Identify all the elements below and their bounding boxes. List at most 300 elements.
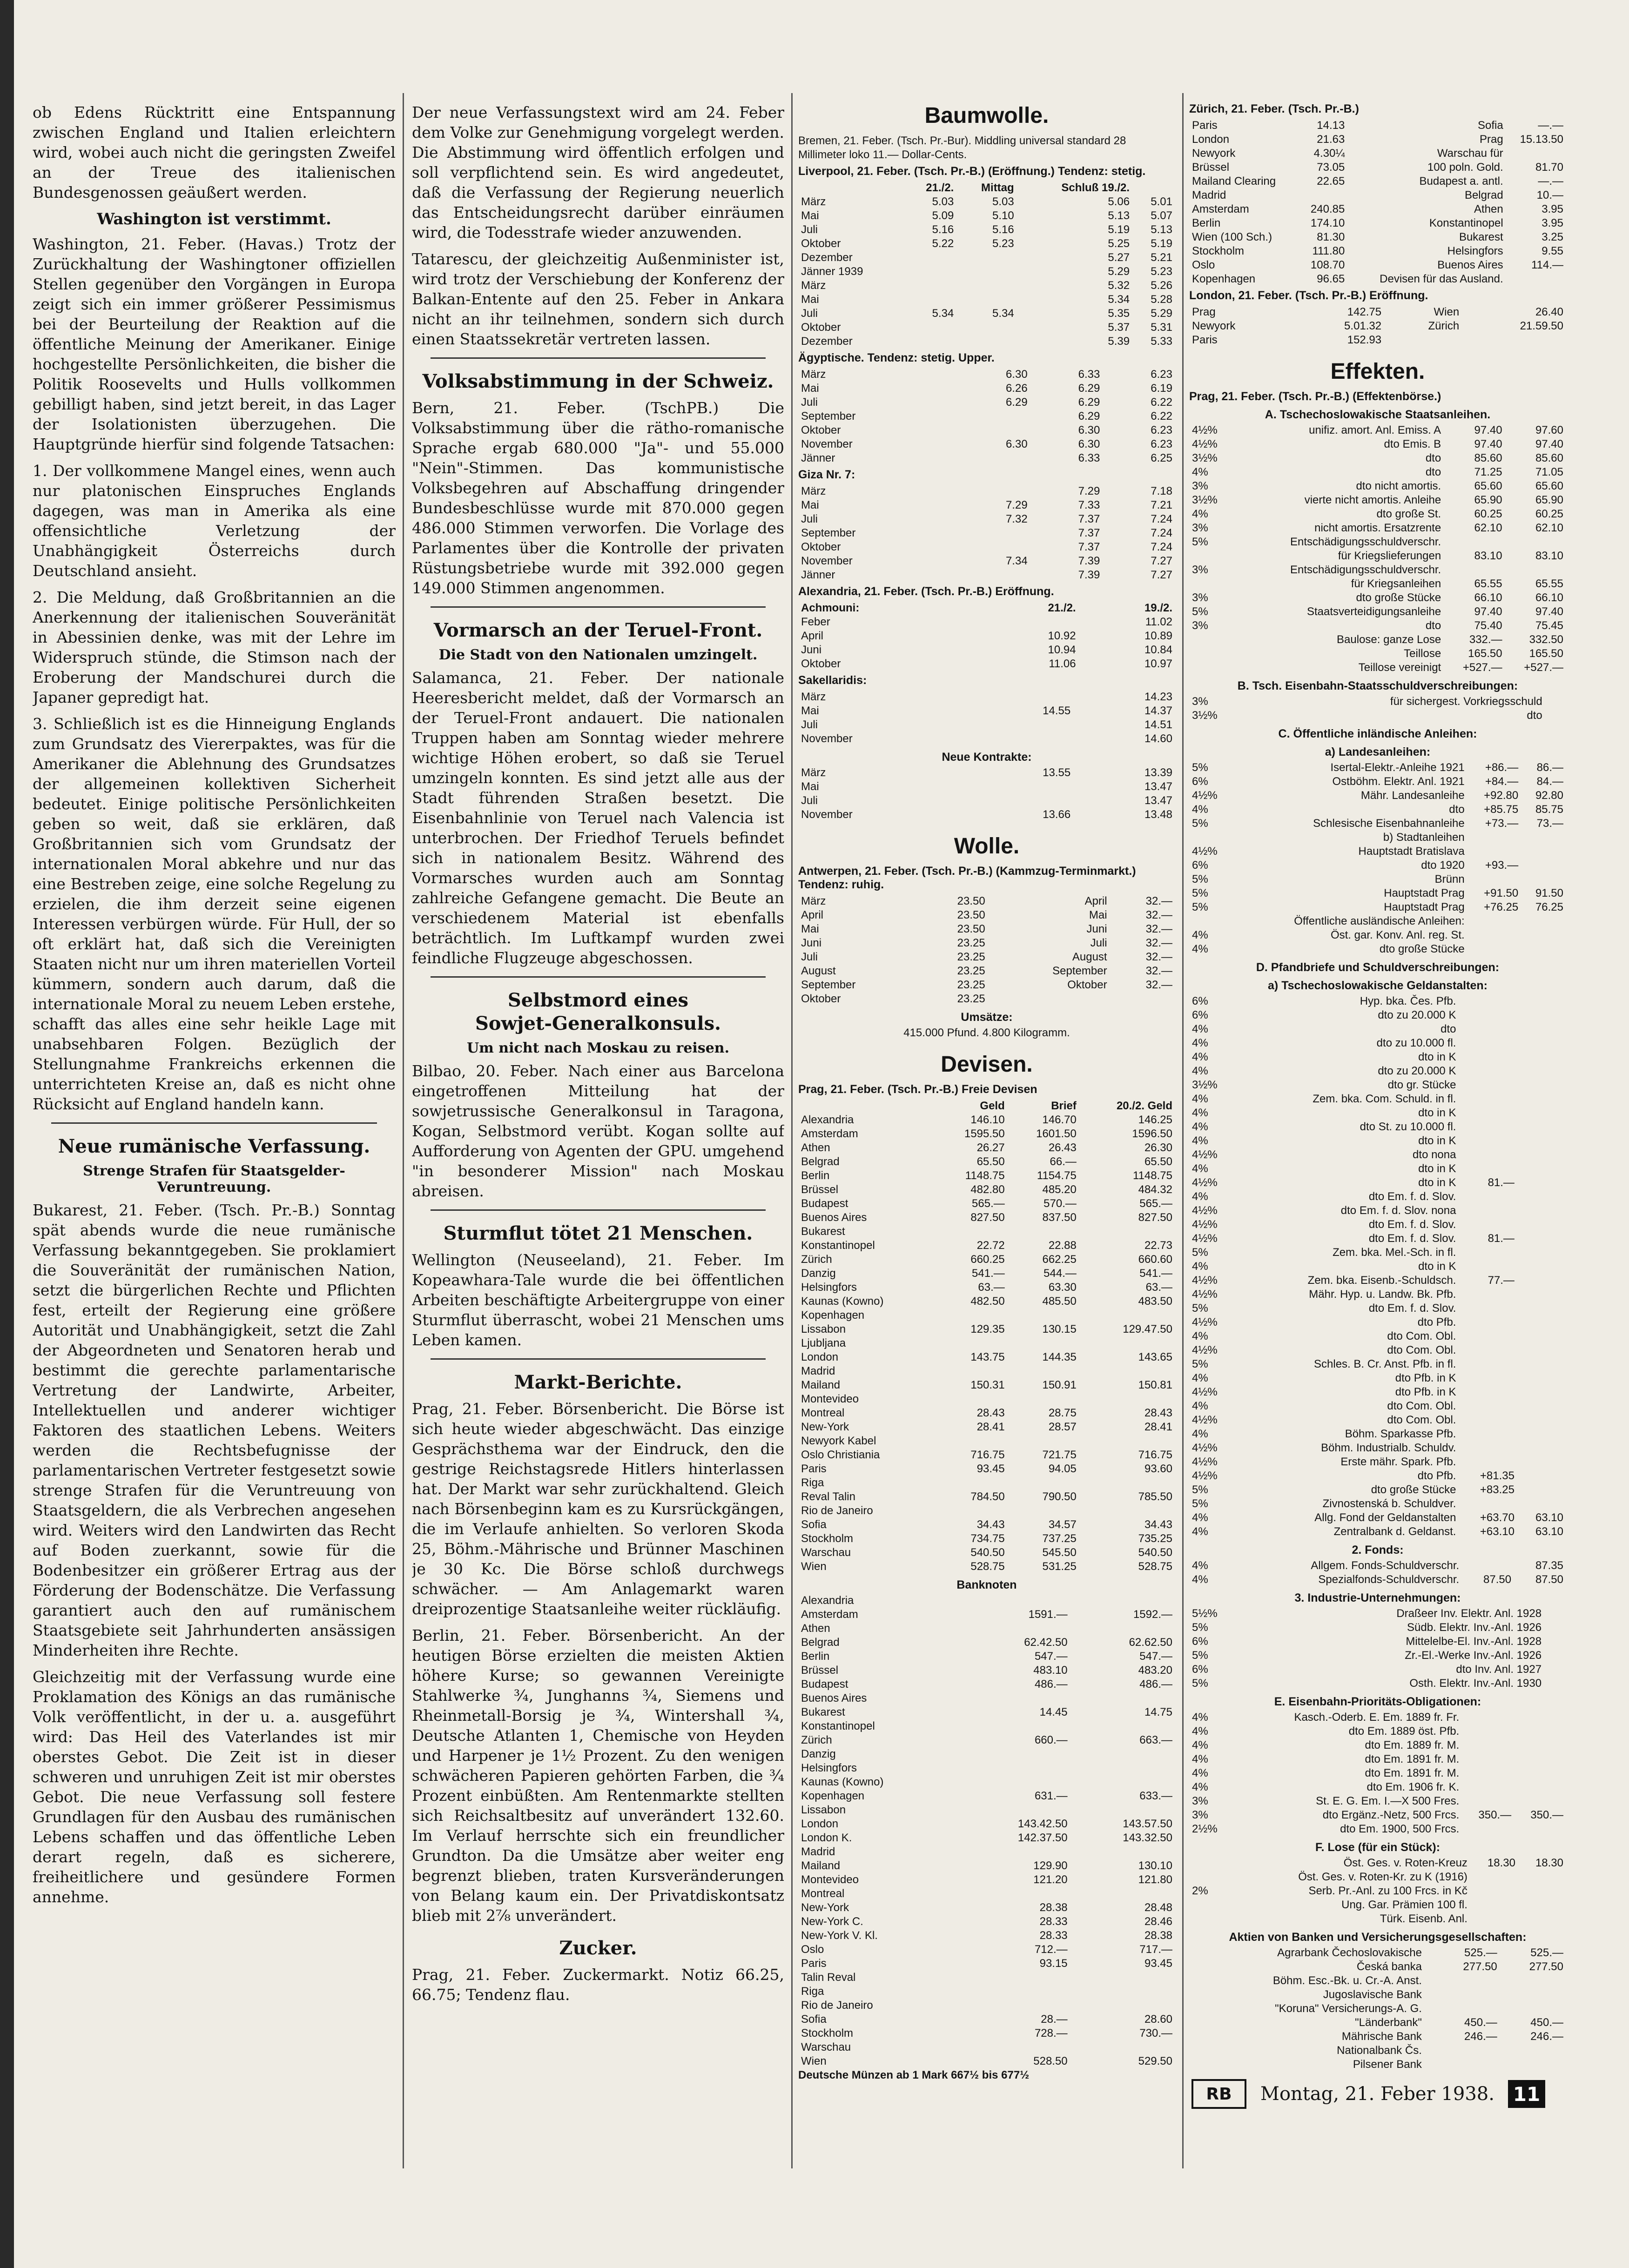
table-cell: 9.55 bbox=[1541, 245, 1563, 257]
table-row bbox=[798, 1295, 1175, 1308]
table-cell bbox=[1079, 1476, 1175, 1490]
table-cell bbox=[1462, 1738, 1514, 1752]
table-cell: 6.23 bbox=[1151, 424, 1172, 436]
table-cell: Madrid bbox=[801, 1365, 835, 1377]
table-cell: St. E. G. Em. I.—X 500 Fres. bbox=[1316, 1795, 1460, 1807]
table-cell: dto nicht amortis. bbox=[1356, 480, 1441, 492]
table-cell: 22.73 bbox=[1144, 1239, 1172, 1252]
table-cell: 13.39 bbox=[1144, 766, 1172, 779]
table-cell: dto in K bbox=[1418, 1260, 1456, 1273]
table-cell: Prag bbox=[1479, 133, 1503, 146]
table-cell bbox=[1462, 1724, 1514, 1738]
table-cell: 4% bbox=[1192, 803, 1208, 816]
table-cell bbox=[1189, 633, 1232, 647]
market-note: Bremen, 21. Feber. (Tsch. Pr.-Bur). Middling universal standard 28 Millimeter loko 11.— Dollar-Cents. bbox=[798, 134, 1126, 161]
table-cell bbox=[1008, 1476, 1079, 1490]
table-cell: 6% bbox=[1192, 775, 1208, 788]
table-cell: 540.50 bbox=[970, 1546, 1005, 1559]
table-cell bbox=[1517, 1427, 1566, 1441]
table-cell: 87.50 bbox=[1483, 1573, 1512, 1586]
table-cell bbox=[1462, 333, 1566, 347]
table-cell bbox=[1070, 2040, 1175, 2054]
table-cell: 5.16 bbox=[932, 223, 954, 236]
table-cell bbox=[1299, 188, 1348, 202]
alexandria-table bbox=[798, 601, 1175, 671]
table-row bbox=[798, 950, 1175, 964]
article-paragraph: Wellington (Neuseeland), 21. Feber. Im Kopeawhara-Tale wurde die bei öffentlichen Arbeiten beschäftigte Arbeitergruppe von einer Sturmflut überrascht, wobei 21 Menschen ums Leben kamen. bbox=[412, 1251, 784, 1349]
article-paragraph: Prag, 21. Feber. Börsenbericht. Die Börse ist sich heute wieder abgeschwächt. Das einzige Gesprächsthema war der Eindruck, den die gestrige Reichstagsrede Hitlers hinterlassen hat. Der Markt war sehr zurückhaltend. Gleich nach Börsenbeginn kam es zu Kursrückgängen, die im Verlaufe anhielten. So verloren Skoda 25, Böhm.-Mährische und Brünner Maschinen je 30 Kc. Die Börse schloß durchwegs schwächer. — Am Anlagemarkt waren dreiprozentige Staatsanleihe weiter rückläufig. bbox=[412, 1400, 784, 1618]
table-row bbox=[798, 1560, 1175, 1574]
table-cell: 660.60 bbox=[1138, 1253, 1172, 1266]
table-cell: Oktober bbox=[801, 424, 841, 436]
table-cell bbox=[1517, 1050, 1566, 1064]
table-cell: 7.33 bbox=[1078, 499, 1100, 511]
table-header: Geld bbox=[980, 1100, 1005, 1112]
table-cell: Reval Talin bbox=[801, 1490, 855, 1503]
table-cell: 23.50 bbox=[957, 895, 985, 907]
table-cell bbox=[1470, 1884, 1518, 1898]
table-cell bbox=[1070, 1775, 1175, 1789]
table-cell bbox=[1459, 1357, 1517, 1371]
table-cell bbox=[956, 335, 1016, 349]
effekten-table bbox=[1189, 423, 1566, 675]
table-cell: Juni bbox=[801, 937, 822, 949]
table-cell bbox=[1008, 1364, 1079, 1378]
table-cell bbox=[1189, 577, 1232, 591]
table-cell bbox=[982, 615, 1078, 629]
table-cell: 28.48 bbox=[1144, 1901, 1172, 1914]
headline: Neue rumänische Verfassung. bbox=[58, 1135, 370, 1157]
table-cell: 130.15 bbox=[1042, 1323, 1077, 1335]
table-cell bbox=[1008, 1392, 1079, 1406]
table-cell: 14.13 bbox=[1317, 119, 1345, 132]
table-cell: Zr.-El.-Werke Inv.-Anl. 1926 bbox=[1405, 1649, 1542, 1662]
table-cell: August bbox=[801, 965, 836, 977]
table-cell: Zivnostenská b. Schuldver. bbox=[1322, 1497, 1456, 1510]
table-cell bbox=[972, 718, 1074, 732]
table-header-row bbox=[798, 181, 1175, 195]
table-cell: London bbox=[1192, 133, 1230, 146]
table-cell: +81.35 bbox=[1480, 1470, 1515, 1482]
table-cell: 114.— bbox=[1531, 259, 1563, 271]
table-cell bbox=[1079, 1434, 1175, 1448]
table-cell: 6.30 bbox=[1005, 438, 1028, 450]
table-cell bbox=[958, 540, 1030, 554]
table-cell bbox=[1517, 1218, 1566, 1232]
table-cell: 65.90 bbox=[1474, 494, 1502, 506]
table-cell bbox=[958, 451, 1030, 465]
table-cell: 97.40 bbox=[1474, 438, 1502, 450]
table-cell: 5.13 bbox=[1108, 209, 1130, 222]
table-cell: 14.37 bbox=[1144, 705, 1172, 717]
table-row bbox=[1189, 775, 1566, 789]
table-cell: 32.— bbox=[1145, 937, 1172, 949]
table-cell: 6% bbox=[1192, 1635, 1208, 1648]
table-cell bbox=[1459, 1246, 1517, 1260]
table-row bbox=[798, 964, 1175, 978]
table-cell: dto Em. f. d. Slov. bbox=[1368, 1302, 1456, 1315]
table-cell: Oslo bbox=[1192, 259, 1215, 271]
table-row bbox=[1189, 1036, 1566, 1050]
divider bbox=[431, 1358, 766, 1360]
table-row bbox=[1189, 1663, 1566, 1677]
table-cell: Brüssel bbox=[801, 1664, 839, 1677]
table-row bbox=[798, 568, 1175, 582]
table-cell: 6.23 bbox=[1151, 438, 1172, 450]
table-cell: 827.50 bbox=[970, 1211, 1005, 1224]
table-cell: 5.10 bbox=[992, 209, 1014, 222]
table-cell: April bbox=[801, 909, 824, 921]
table-cell: 5.37 bbox=[1108, 321, 1130, 334]
table-cell: Kasch.-Oderb. E. Em. 1889 fr. Fr. bbox=[1294, 1711, 1460, 1724]
table-cell: 143.42.50 bbox=[1017, 1818, 1068, 1830]
table-cell: 660.25 bbox=[970, 1253, 1005, 1266]
table-cell: 91.50 bbox=[1535, 887, 1563, 899]
table-cell: dto nona bbox=[1413, 1148, 1456, 1161]
table-cell: 6.23 bbox=[1151, 368, 1172, 381]
table-row bbox=[1189, 994, 1566, 1008]
table-cell: 4% bbox=[1192, 1573, 1208, 1586]
table-cell bbox=[1459, 1134, 1517, 1148]
table-cell bbox=[1555, 1649, 1566, 1663]
table-cell: +85.75 bbox=[1484, 803, 1519, 816]
table-cell: Oktober bbox=[801, 541, 841, 553]
table-row bbox=[1189, 174, 1566, 188]
table-cell: 5% bbox=[1192, 1483, 1208, 1496]
effekten-table bbox=[1189, 695, 1566, 723]
table-cell: dto Em. 1891 fr. M. bbox=[1365, 1753, 1460, 1765]
table-row bbox=[1189, 535, 1566, 549]
headline: Vormarsch an der Teruel-Front. bbox=[433, 619, 763, 641]
table-cell: 785.50 bbox=[1138, 1490, 1172, 1503]
table-cell bbox=[1462, 1766, 1514, 1780]
table-cell: Feber bbox=[801, 616, 830, 628]
table-cell: 3% bbox=[1192, 480, 1208, 492]
table-cell bbox=[1517, 1274, 1566, 1288]
table-cell: Juli bbox=[1090, 937, 1107, 949]
table-cell: 129.90 bbox=[1033, 1859, 1068, 1872]
column-rule bbox=[1182, 93, 1184, 2168]
table-cell: Lissabon bbox=[801, 1323, 846, 1335]
table-cell: 4½% bbox=[1192, 1344, 1218, 1356]
table-row bbox=[798, 1392, 1175, 1406]
table-cell: 23.25 bbox=[957, 965, 985, 977]
table-cell bbox=[1521, 845, 1566, 859]
table-cell: 4% bbox=[1192, 1711, 1208, 1724]
table-row bbox=[1189, 577, 1566, 591]
table-cell bbox=[1189, 2030, 1198, 2044]
table-row bbox=[798, 321, 1175, 335]
table-row bbox=[1189, 507, 1566, 521]
table-cell: 34.57 bbox=[1048, 1518, 1077, 1531]
table-row bbox=[1189, 1190, 1566, 1204]
table-cell bbox=[1467, 872, 1521, 886]
table-row bbox=[1189, 2016, 1566, 2030]
table-cell bbox=[936, 1308, 1008, 1322]
table-cell bbox=[1517, 1008, 1566, 1022]
table-row bbox=[1189, 886, 1566, 900]
section-heading: a) Landesanleihen: bbox=[1325, 745, 1431, 758]
table-cell: New-York V. Kl. bbox=[801, 1929, 878, 1942]
table-cell: 5% bbox=[1192, 761, 1208, 774]
table-cell: 485.50 bbox=[1042, 1295, 1077, 1308]
table-cell: 60.25 bbox=[1535, 508, 1563, 520]
table-row bbox=[798, 1608, 1175, 1622]
table-cell: 34.43 bbox=[1144, 1518, 1172, 1531]
table-row bbox=[798, 1845, 1175, 1859]
table-cell: Serb. Pr.-Anl. zu 100 Frcs. in Kč bbox=[1308, 1885, 1467, 1897]
table-cell: 5.16 bbox=[992, 223, 1014, 236]
table-cell: 6.22 bbox=[1151, 396, 1172, 409]
table-cell: 4% bbox=[1192, 1781, 1208, 1793]
table-cell bbox=[1462, 1780, 1514, 1794]
table-cell: 71.25 bbox=[1474, 466, 1502, 478]
table-row bbox=[1189, 244, 1566, 258]
table-cell bbox=[1514, 1780, 1566, 1794]
table-cell: dto große Stücke bbox=[1379, 943, 1465, 955]
table-cell: 4½% bbox=[1192, 1470, 1218, 1482]
table-row bbox=[1189, 465, 1566, 479]
table-cell: 83.10 bbox=[1474, 550, 1502, 562]
table-row bbox=[1189, 1607, 1566, 1621]
table-cell bbox=[1079, 1336, 1175, 1350]
table-cell: 5.19 bbox=[1151, 237, 1172, 250]
table-cell: April bbox=[1084, 895, 1107, 907]
table-cell: August bbox=[1072, 951, 1107, 963]
column-rule bbox=[791, 93, 793, 2168]
table-cell: 4½% bbox=[1192, 1218, 1218, 1231]
table-cell: 10.84 bbox=[1144, 644, 1172, 656]
table-cell: 5% bbox=[1192, 1497, 1208, 1510]
table-cell: 5.35 bbox=[1108, 307, 1130, 320]
table-cell: 4% bbox=[1192, 1739, 1208, 1751]
table-cell: Mailand Clearing bbox=[1192, 175, 1276, 188]
table-cell: 63.— bbox=[978, 1281, 1005, 1294]
table-cell bbox=[965, 1761, 1070, 1775]
table-cell bbox=[1517, 1022, 1566, 1036]
table-row bbox=[798, 1650, 1175, 1664]
table-cell: dto Inv. Anl. 1927 bbox=[1456, 1663, 1542, 1676]
table-row bbox=[1189, 1649, 1566, 1663]
table-cell: 5.23 bbox=[1151, 265, 1172, 278]
table-cell: 2% bbox=[1192, 1885, 1208, 1897]
table-cell bbox=[1079, 1225, 1175, 1239]
table-row bbox=[1189, 133, 1566, 147]
table-header: 19./2. bbox=[1144, 602, 1172, 614]
table-cell: Budapest bbox=[801, 1678, 848, 1691]
table-row bbox=[798, 978, 1175, 992]
table-cell: 87.50 bbox=[1535, 1573, 1563, 1586]
table-cell: 65.90 bbox=[1535, 494, 1563, 506]
table-cell: Kaunas (Kowno) bbox=[801, 1776, 884, 1788]
table-row bbox=[1189, 1780, 1566, 1794]
table-cell: Belgrad bbox=[801, 1155, 840, 1168]
table-cell bbox=[1459, 1106, 1517, 1120]
table-caption: Sakellaridis: bbox=[798, 674, 867, 687]
table-cell bbox=[1500, 1988, 1566, 2002]
table-cell bbox=[1545, 709, 1556, 723]
table-cell: Mai bbox=[801, 293, 819, 306]
table-cell: 4½% bbox=[1192, 1442, 1218, 1454]
table-cell: 4% bbox=[1192, 1767, 1208, 1779]
article-paragraph: Bilbao, 20. Feber. Nach einer aus Barcelona eingetroffenen Mitteilung hat der sowjetrussische Generalkonsul in Taragona, Kogan, Selbstmord verübt. Kogan sollte auf Aufforderung von Agenten der GPU. umgehend "in besonderer Mission" nach Moskau abreisen. bbox=[412, 1062, 784, 1200]
table-cell: 13.48 bbox=[1144, 808, 1172, 821]
table-cell bbox=[904, 251, 957, 265]
table-cell bbox=[1521, 831, 1566, 845]
table-cell: London bbox=[801, 1351, 839, 1363]
table-cell: 5.01.32 bbox=[1344, 320, 1382, 332]
table-cell: 81.30 bbox=[1317, 231, 1345, 243]
table-row bbox=[798, 1775, 1175, 1789]
table-cell bbox=[1008, 1336, 1079, 1350]
table-cell: 837.50 bbox=[1042, 1211, 1077, 1224]
table-cell: 4% bbox=[1192, 1260, 1208, 1273]
table-cell bbox=[956, 251, 1016, 265]
table-cell: 7.37 bbox=[1078, 527, 1100, 539]
table-row bbox=[798, 1308, 1175, 1322]
table-row bbox=[798, 335, 1175, 349]
table-cell: 28.41 bbox=[1144, 1421, 1172, 1433]
table-cell: Kopenhagen bbox=[1192, 273, 1256, 285]
table-cell: 5% bbox=[1192, 1246, 1208, 1259]
table-cell: 4% bbox=[1192, 1753, 1208, 1765]
table-cell: Spezialfonds-Schuldverschr. bbox=[1318, 1573, 1460, 1586]
table-cell: Danzig bbox=[801, 1267, 836, 1280]
table-cell: Juli bbox=[801, 951, 818, 963]
table-row bbox=[798, 307, 1175, 321]
effekten-table bbox=[1189, 1711, 1566, 1836]
table-cell: Bukarest bbox=[801, 1706, 845, 1718]
table-row bbox=[798, 1197, 1175, 1211]
table-cell bbox=[1459, 1120, 1517, 1134]
table-cell: 4% bbox=[1192, 1121, 1208, 1133]
table-cell: 143.32.50 bbox=[1123, 1832, 1172, 1844]
table-row bbox=[798, 1281, 1175, 1295]
table-cell: +91.50 bbox=[1484, 887, 1519, 899]
headline: Selbstmord eines bbox=[507, 989, 689, 1011]
table-cell: 3% bbox=[1192, 591, 1208, 604]
table-cell: dto in K bbox=[1418, 1051, 1456, 1063]
table-cell bbox=[1517, 1176, 1566, 1190]
table-cell: 4% bbox=[1192, 1023, 1208, 1035]
table-row bbox=[1189, 1343, 1566, 1357]
table-cell bbox=[1459, 1078, 1517, 1092]
table-cell bbox=[965, 1691, 1070, 1705]
table-cell bbox=[936, 1336, 1008, 1350]
table-row bbox=[798, 1999, 1175, 2013]
table-cell: 5.06 bbox=[1108, 195, 1130, 208]
table-cell bbox=[1517, 1120, 1566, 1134]
table-row bbox=[1189, 216, 1566, 230]
article-paragraph: 3. Schließlich ist es die Hinneigung Englands zum Grundsatz des Viererpaktes, was für die Amerikaner die Ablehnung des Grundsatzes der allgemeinen kollektiven Sicherheit bedeutet. Einige politische Persönlichkeiten geben so weit, daß sie erklären, daß Großbritannien sich vom Grundsatz der internationalen Moral abkehre und nur das eine Bestreben zeige, eine solche Regelung zu erzielen, die ihm derzeit seine eigenen Interessen verbürgen würde. Für Hull, der so oft erklärt hat, daß sich die Vereinigten Staaten nicht nur um ihren materiellen Vorteil kümmern, sondern auch darum, daß die internationale Moral zu neuem Leben erstehe, schafft das alles eine sehr heikle Lage mit unabsehbaren Folgen. Bezüglich der Stellungnahme Frankreichs erkennen die unterrichteten Kreise an, daß es nicht ohne Rücksicht auf England handeln kann. bbox=[33, 715, 396, 1113]
table-row bbox=[798, 643, 1175, 657]
table-row bbox=[1189, 900, 1566, 914]
table-cell: Entschädigungsschuldverschr. bbox=[1290, 564, 1441, 576]
market-note: 415.000 Pfund. 4.800 Kilogramm. bbox=[903, 1027, 1070, 1039]
table-cell: dto Com. Obl. bbox=[1387, 1400, 1456, 1412]
table-cell bbox=[1459, 1036, 1517, 1050]
table-cell bbox=[1555, 709, 1566, 723]
table-cell: dto Com. Obl. bbox=[1387, 1344, 1456, 1356]
table-cell: Öffentliche ausländische Anleihen: bbox=[1294, 915, 1465, 927]
table-cell: 663.— bbox=[1139, 1734, 1172, 1746]
table-caption: Neue Kontrakte: bbox=[942, 751, 1032, 764]
table-cell: 96.65 bbox=[1317, 273, 1345, 285]
table-cell: 97.40 bbox=[1535, 605, 1563, 618]
table-cell: 350.— bbox=[1530, 1809, 1563, 1821]
table-cell bbox=[1110, 992, 1175, 1006]
table-cell: Wien bbox=[1434, 306, 1460, 318]
table-cell: dto Pfb. in K bbox=[1395, 1386, 1456, 1398]
section-heading: B. Tsch. Eisenbahn-Staatsschuldverschreibungen: bbox=[1237, 679, 1518, 692]
table-cell: 6.19 bbox=[1151, 382, 1172, 395]
table-row bbox=[1189, 803, 1566, 817]
table-cell bbox=[1070, 1985, 1175, 1999]
table-cell: Entschädigungsschuldverschr. bbox=[1290, 536, 1441, 548]
table-cell: Dezember bbox=[801, 251, 853, 264]
table-cell bbox=[1189, 1988, 1198, 2002]
table-cell: Teillose vereinigt bbox=[1358, 661, 1441, 674]
table-row bbox=[798, 195, 1175, 209]
table-row bbox=[798, 1546, 1175, 1560]
table-cell: Montreal bbox=[801, 1887, 845, 1900]
table-cell: Dezember bbox=[801, 335, 853, 348]
effekten-table bbox=[1189, 994, 1566, 1539]
table-row bbox=[798, 209, 1175, 223]
table-row bbox=[1189, 1232, 1566, 1246]
table-cell: Mährische Bank bbox=[1341, 2030, 1422, 2043]
table-cell: Zürich bbox=[801, 1253, 832, 1266]
table-cell bbox=[1555, 1621, 1566, 1635]
table-row bbox=[798, 629, 1175, 643]
table-cell: Paris bbox=[1192, 334, 1218, 346]
table-row bbox=[798, 293, 1175, 307]
table-cell bbox=[1467, 928, 1521, 942]
table-cell bbox=[1070, 1761, 1175, 1775]
table-cell: Warschau bbox=[801, 2041, 851, 2053]
table-cell bbox=[1008, 1225, 1079, 1239]
table-cell: 5% bbox=[1192, 873, 1208, 886]
table-cell: 73.05 bbox=[1317, 161, 1345, 174]
table-cell bbox=[1189, 914, 1231, 928]
table-row bbox=[1189, 1988, 1566, 2002]
section-heading: a) Tschechoslowakische Geldanstalten: bbox=[1268, 979, 1488, 992]
table-cell: 6.30 bbox=[1078, 424, 1100, 436]
table-cell: Öst. Ges. v. Roten-Kr. zu K (1916) bbox=[1298, 1871, 1467, 1883]
table-cell: Nationalbank Čs. bbox=[1337, 2044, 1422, 2057]
table-cell: 6% bbox=[1192, 1009, 1208, 1021]
table-cell bbox=[1070, 1971, 1175, 1985]
table-cell: Montevideo bbox=[801, 1873, 859, 1886]
table-cell bbox=[1070, 1747, 1175, 1761]
table-cell bbox=[1425, 1974, 1500, 1988]
table-cell: Jänner bbox=[801, 452, 835, 464]
table-cell: dto große St. bbox=[1376, 508, 1441, 520]
table-cell: 93.15 bbox=[1039, 1957, 1068, 1970]
table-cell: Jänner bbox=[801, 569, 835, 581]
table-cell: März bbox=[801, 368, 826, 381]
divider bbox=[51, 1122, 377, 1124]
column-3-market bbox=[798, 102, 1175, 2224]
table-row bbox=[798, 1504, 1175, 1518]
table-cell: Buenos Aires bbox=[801, 1211, 867, 1224]
table-cell: +73.— bbox=[1485, 817, 1519, 830]
table-cell: Paris bbox=[1192, 119, 1218, 132]
section-heading: 3. Industrie-Unternehmungen: bbox=[1294, 1591, 1461, 1604]
divider bbox=[431, 976, 766, 978]
column-2 bbox=[412, 102, 784, 2224]
table-cell: Rio de Janeiro bbox=[801, 1999, 873, 2012]
